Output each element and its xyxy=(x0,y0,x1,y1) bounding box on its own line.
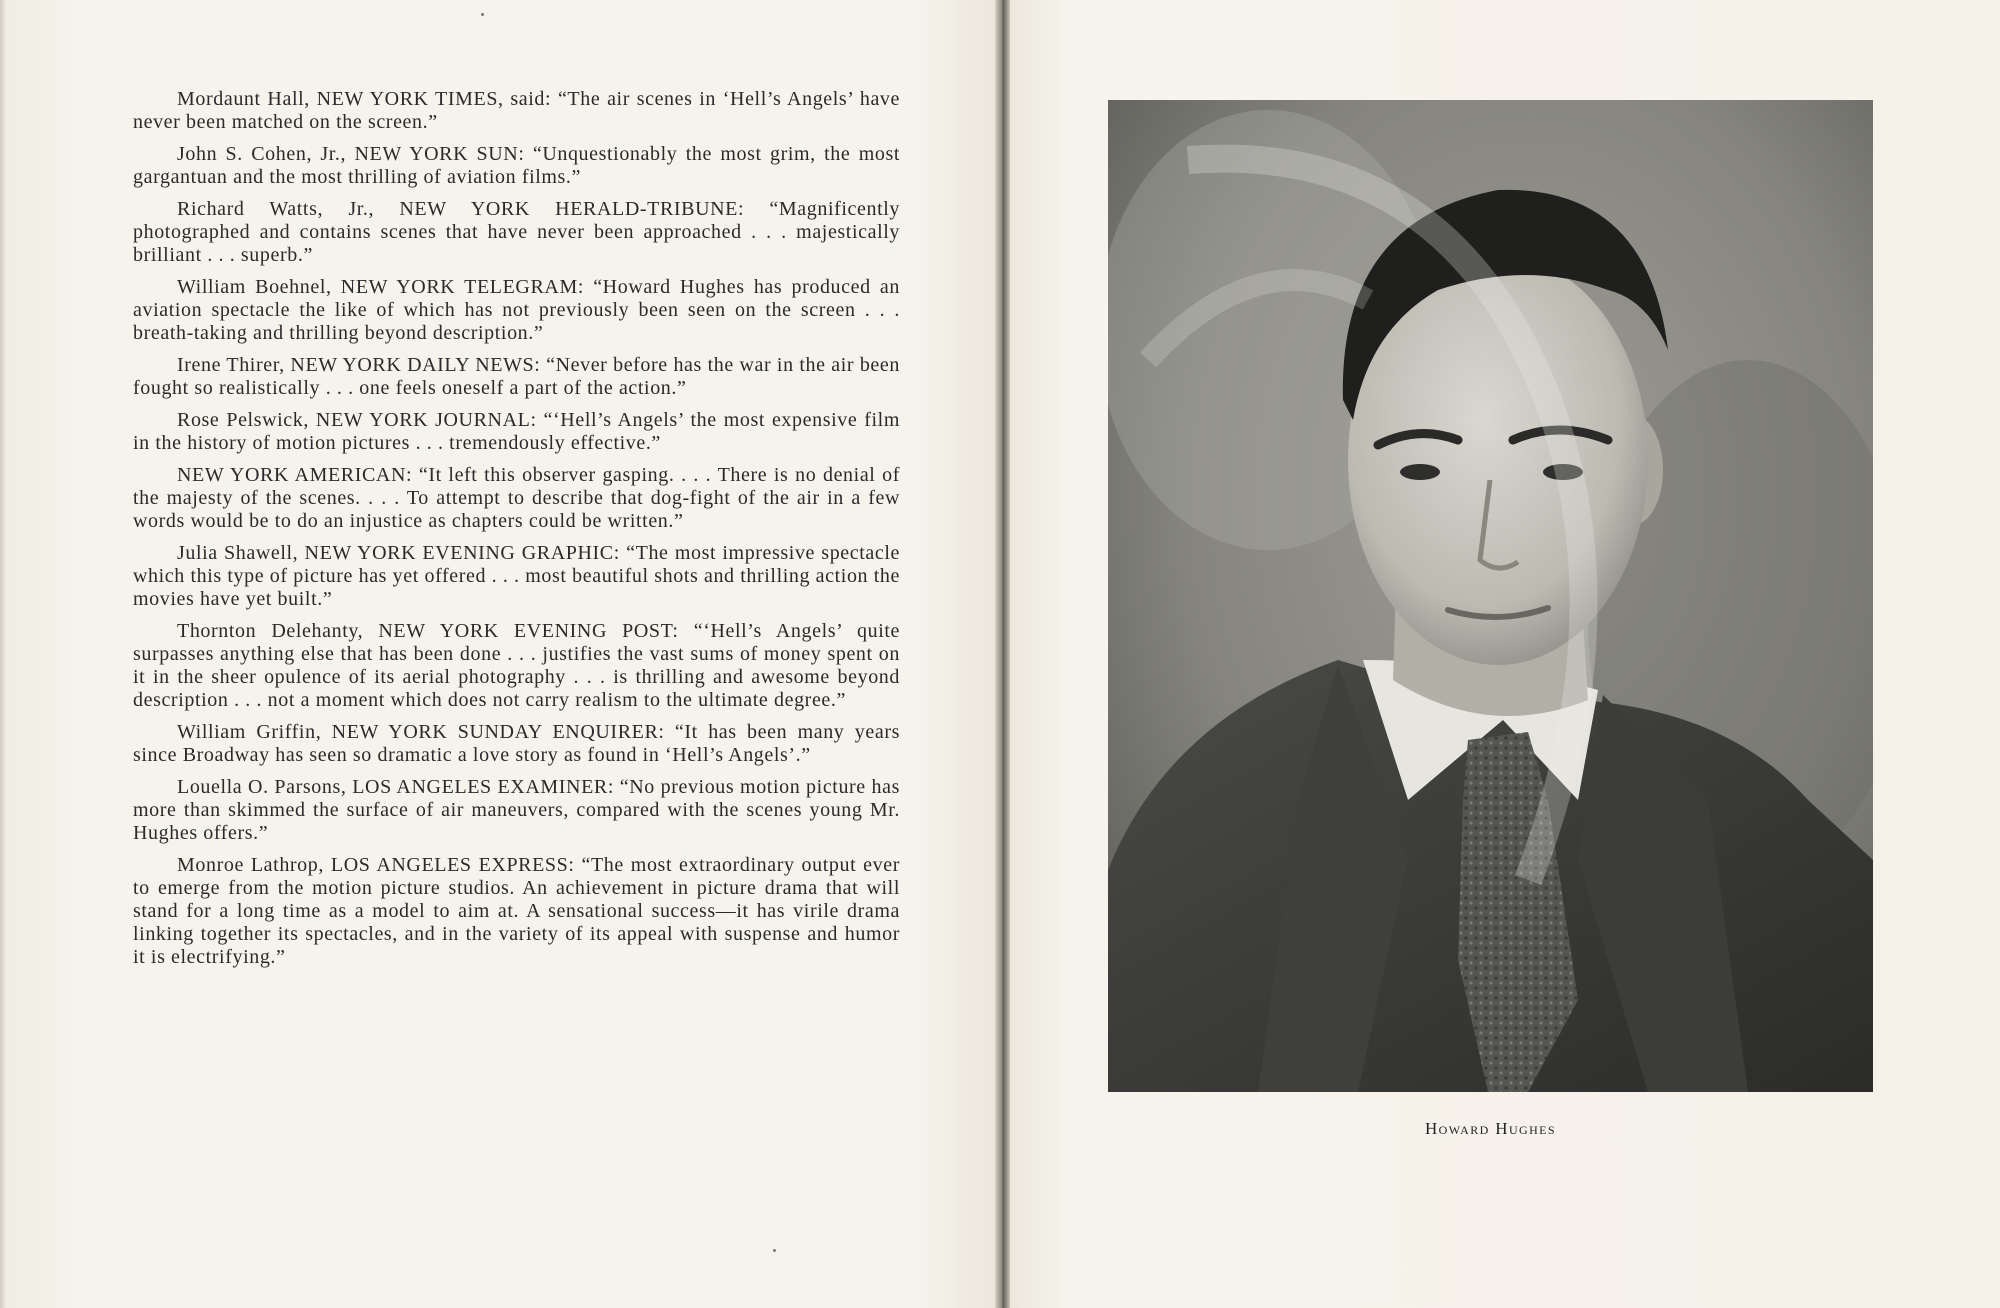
review-ny-journal: Rose Pelswick, NEW YORK JOURNAL: “‘Hell’s Angels’ the most expensive film in the history of motion pictures . . . tremendously effective.” xyxy=(133,409,900,454)
portrait-photo xyxy=(1108,100,1873,1092)
page-edge xyxy=(0,0,6,1308)
review-daily-news: Irene Thirer, NEW YORK DAILY NEWS: “Never before has the war in the air been fought so realistically . . . one feels oneself a part of the action.” xyxy=(133,354,900,399)
left-page xyxy=(0,0,995,1308)
review-la-express: Monroe Lathrop, LOS ANGELES EXPRESS: “The most extraordinary output ever to emerge from the motion picture studios. An achievement in picture drama that will stand for a long time as a model to aim at. A sensational success—it has virile drama linking together its spectacles, and in the variety of its appeal with suspense and humor it is electrifying.” xyxy=(133,854,900,968)
review-sunday-enquirer: William Griffin, NEW YORK SUNDAY ENQUIRER: “It has been many years since Broadway has seen so dramatic a love story as found in ‘Hell’s Angels’.” xyxy=(133,721,900,766)
book-gutter xyxy=(995,0,1010,1308)
review-herald-tribune: Richard Watts, Jr., NEW YORK HERALD-TRIBUNE: “Magnificently photographed and contains scenes that have never been approached . . . majestically brilliant . . . superb.” xyxy=(133,198,900,266)
review-ny-sun: John S. Cohen, Jr., NEW YORK SUN: “Unquestionably the most grim, the most gargantuan and the most thrilling of aviation films.” xyxy=(133,143,900,188)
review-evening-post: Thornton Delehanty, NEW YORK EVENING POST: “‘Hell’s Angels’ quite surpasses anything else that has been done . . . justifies the vast sums of money spent on it in the sheer opulence of its aerial photography . . . is thrilling and awesome beyond description . . . not a moment which does not carry realism to the ultimate degree.” xyxy=(133,620,900,711)
review-la-examiner: Louella O. Parsons, LOS ANGELES EXAMINER: “No previous motion picture has more than skimmed the surface of air maneuvers, compared with the scenes young Mr. Hughes offers.” xyxy=(133,776,900,844)
review-nyt: Mordaunt Hall, NEW YORK TIMES, said: “The air scenes in ‘Hell’s Angels’ have never been matched on the screen.” xyxy=(133,88,900,133)
review-ny-american: NEW YORK AMERICAN: “It left this observer gasping. . . . There is no denial of the majesty of the scenes. . . . To attempt to describe that dog-fight of the air in a few words would be to do an injustice as chapters could be written.” xyxy=(133,464,900,532)
print-speck xyxy=(773,1249,776,1252)
photo-caption: Howard Hughes xyxy=(1424,1119,1556,1138)
reviews-column xyxy=(133,88,900,978)
review-ny-telegram: William Boehnel, NEW YORK TELEGRAM: “Howard Hughes has produced an aviation spectacle the like of which has not previously been seen on the screen . . . breath-taking and thrilling beyond description.” xyxy=(133,276,900,344)
print-speck xyxy=(481,13,484,16)
review-evening-graphic: Julia Shawell, NEW YORK EVENING GRAPHIC: “The most impressive spectacle which this type of picture has yet offered . . . most beautiful shots and thrilling action the movies have yet built.” xyxy=(133,542,900,610)
